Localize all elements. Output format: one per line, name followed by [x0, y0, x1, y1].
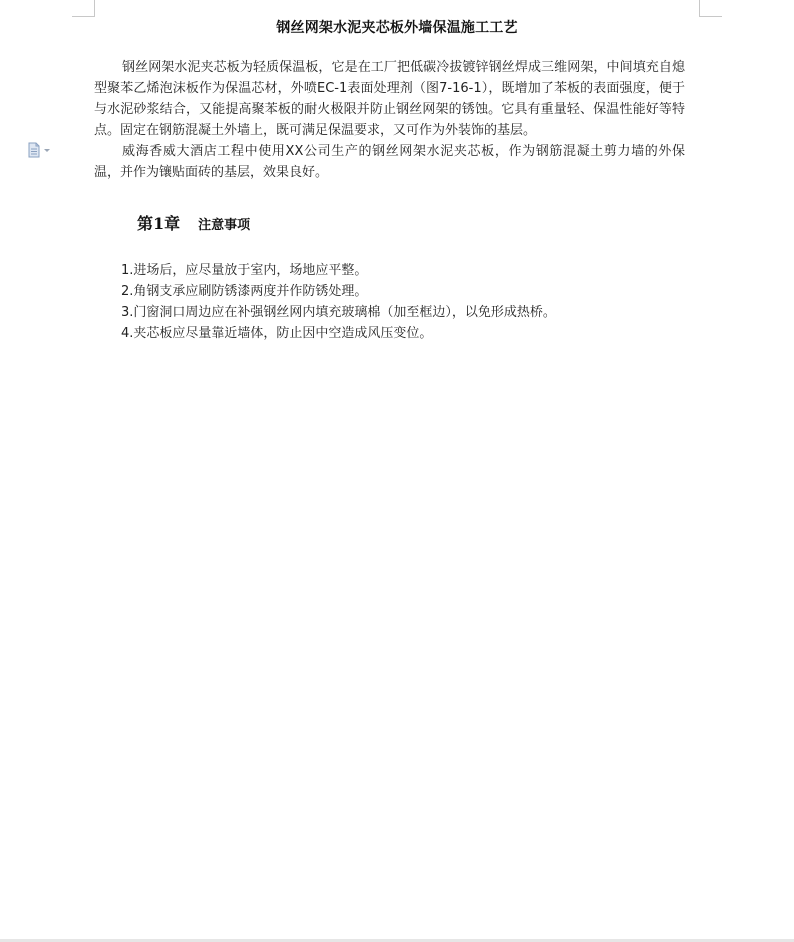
chapter-heading[interactable] — [137, 211, 250, 234]
paragraph-2[interactable]: 威海香威大酒店工程中使用XX公司生产的钢丝网架水泥夹芯板，作为钢筋混凝土剪力墙的外保温，并作为镶贴面砖的基层，效果良好。 — [94, 144, 685, 180]
notes-list[interactable] — [121, 260, 681, 344]
list-item[interactable]: 2.角钢支承应刷防锈漆两度并作防锈处理。 — [121, 284, 368, 299]
list-item[interactable]: 3.门窗洞口周边应在补强钢丝网内填充玻璃棉（加至框边），以免形成热桥。 — [121, 305, 556, 320]
chapter-title: 注意事项 — [198, 218, 251, 233]
document-title[interactable]: 钢丝网架水泥夹芯板外墙保温施工工艺 — [276, 20, 518, 36]
page-corner-mark-top-right — [699, 0, 722, 17]
document-body[interactable] — [94, 57, 685, 183]
page-corner-mark-top-left — [72, 0, 95, 17]
paste-options-icon[interactable] — [27, 142, 53, 158]
chapter-number: 第1章 — [137, 214, 181, 233]
list-item[interactable]: 1.进场后，应尽量放于室内，场地应平整。 — [121, 263, 368, 278]
paragraph-1[interactable]: 钢丝网架水泥夹芯板为轻质保温板，它是在工厂把低碳冷拔镀锌钢丝焊成三维网架，中间填充自熄型聚苯乙烯泡沫板作为保温芯材，外喷EC-1表面处理剂（图7-16-1），既增加了苯板的表面强度，便于与水泥砂浆结合，又能提高聚苯板的耐火极限并防止钢丝网架的锈蚀。它具有重量轻、保温性能好等特点。固定在钢筋混凝土外墙上，既可满足保温要求，又可作为外装饰的基层。 — [94, 60, 685, 138]
list-item[interactable]: 4.夹芯板应尽量靠近墙体，防止因中空造成风压变位。 — [121, 326, 433, 341]
